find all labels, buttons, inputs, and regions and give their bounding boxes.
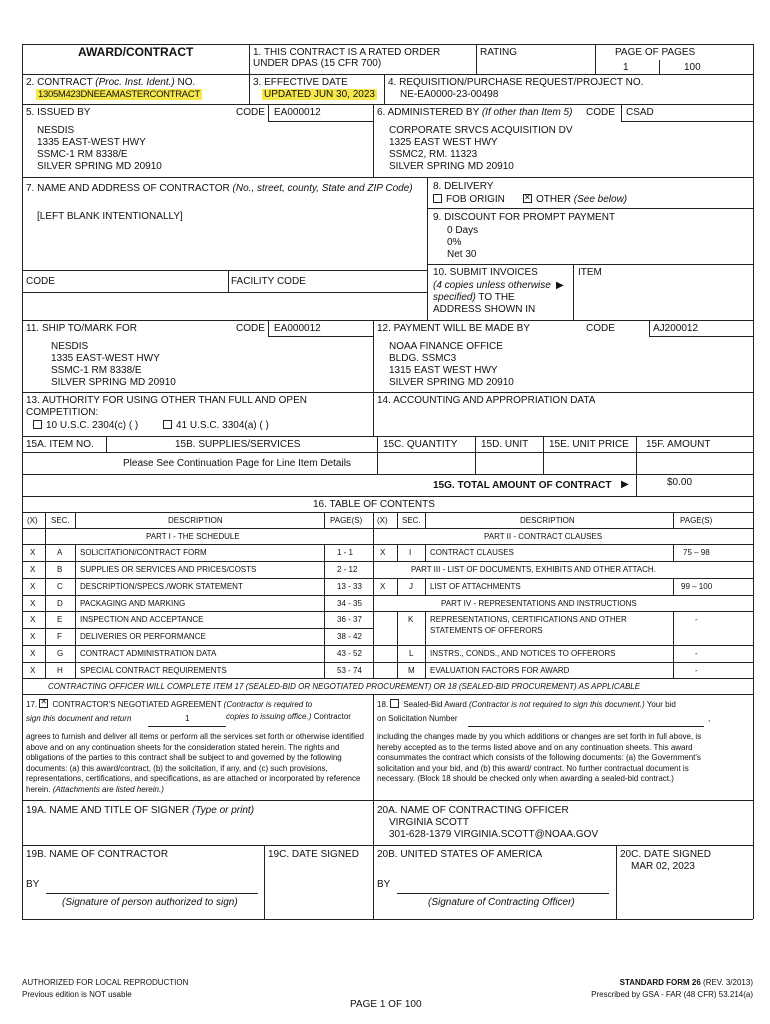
ship-to-label: 11. SHIP TO/MARK FOR <box>26 323 137 334</box>
item18-label: 18. Sealed-Bid Award (Contractor is not required to sign this document.) Your bid <box>377 700 676 709</box>
toc-desc: DELIVERIES OR PERFORMANCE <box>80 632 206 641</box>
toc-x: X <box>30 615 36 624</box>
copies-line <box>148 726 226 727</box>
administered-by-line: 1325 EAST WEST HWY <box>389 137 498 148</box>
other-delivery-option[interactable]: ✕ OTHER (See below) <box>523 194 627 205</box>
form-title: AWARD/CONTRACT <box>78 45 194 59</box>
toc-x: X <box>30 666 36 675</box>
toc-desc: LIST OF ATTACHMENTS <box>430 582 521 591</box>
toc-header-desc: DESCRIPTION <box>520 516 575 525</box>
requisition-label: 4. REQUISITION/PURCHASE REQUEST/PROJECT NO. <box>388 77 644 88</box>
item19a-label: 19A. NAME AND TITLE OF SIGNER (Type or print) <box>26 805 255 816</box>
toc-pages: 38 - 42 <box>337 632 362 641</box>
contractor-code-label: CODE <box>26 276 55 287</box>
item20a-label: 20A. NAME OF CONTRACTING OFFICER <box>377 805 569 816</box>
quantity-header: 15C. QUANTITY <box>383 439 458 450</box>
toc-sec: H <box>57 666 63 675</box>
contractor-by-label: BY <box>26 879 40 890</box>
item19b-label: 19B. NAME OF CONTRACTOR <box>26 849 169 860</box>
rated-order-label-2: UNDER DPAS (15 CFR 700) <box>253 58 382 69</box>
toc-pages: - <box>695 615 698 624</box>
authority-checkbox-2[interactable] <box>163 420 172 429</box>
toc-pages: 75 – 98 <box>683 548 710 557</box>
arrow-right-icon: ▶ <box>621 479 629 490</box>
effective-date-label: 3. EFFECTIVE DATE <box>253 77 348 88</box>
ship-to-code-label: CODE <box>236 323 265 334</box>
accounting-label: 14. ACCOUNTING AND APPROPRIATION DATA <box>377 395 596 406</box>
issued-by-line: SSMC-1 RM 8338/E <box>37 149 128 160</box>
fob-origin-checkbox[interactable] <box>433 194 442 203</box>
toc-header-x: (X) <box>377 516 388 525</box>
toc-sec: L <box>409 649 414 658</box>
footer-prescribed: Prescribed by GSA - FAR (48 CFR) 53.214(a) <box>591 990 753 999</box>
toc-x: X <box>380 582 386 591</box>
toc-title: 16. TABLE OF CONTENTS <box>313 499 435 510</box>
total-amount-value: $0.00 <box>667 477 693 488</box>
toc-desc: DESCRIPTION/SPECS./WORK STATEMENT <box>80 582 243 591</box>
page-of-pages-label: PAGE OF PAGES <box>615 47 696 58</box>
issued-by-code: EA000012 <box>274 107 321 118</box>
delivery-label: 8. DELIVERY <box>433 181 494 192</box>
ship-to-line: SILVER SPRING MD 20910 <box>51 377 176 388</box>
item17-copies: 1 <box>185 714 190 723</box>
administered-by-code: CSAD <box>626 107 654 118</box>
issued-by-label: 5. ISSUED BY <box>26 107 91 118</box>
toc-desc: SOLICITATION/CONTRACT FORM <box>80 548 207 557</box>
toc-desc: CONTRACT ADMINISTRATION DATA <box>80 649 217 658</box>
payment-line: NOAA FINANCE OFFICE <box>389 341 503 352</box>
administered-by-code-label: CODE <box>586 107 615 118</box>
item20b-label: 20B. UNITED STATES OF AMERICA <box>377 849 543 860</box>
toc-pages: 36 - 37 <box>337 615 362 624</box>
toc-part-4: PART IV - REPRESENTATIONS AND INSTRUCTIONS <box>441 599 637 608</box>
toc-header-x: (X) <box>27 516 38 525</box>
submit-invoices-line: specified) TO THE <box>433 292 515 303</box>
toc-x: X <box>30 565 36 574</box>
authority-label-2: COMPETITION: <box>26 407 99 418</box>
toc-desc: SUPPLIES OR SERVICES AND PRICES/COSTS <box>80 565 257 574</box>
rating-label: RATING <box>480 47 518 58</box>
payment-by-label: 12. PAYMENT WILL BE MADE BY <box>377 323 531 334</box>
footer-page-number: PAGE 1 OF 100 <box>350 999 422 1010</box>
toc-desc: REPRESENTATIONS, CERTIFICATIONS AND OTHER <box>430 615 627 624</box>
contractor-address: [LEFT BLANK INTENTIONALLY] <box>37 211 183 222</box>
toc-desc-2: STATEMENTS OF OFFERORS <box>430 626 543 635</box>
toc-part-3: PART III - LIST OF DOCUMENTS, EXHIBITS AND OTHER ATTACH. <box>411 565 656 574</box>
item18-checkbox[interactable] <box>390 699 399 708</box>
toc-sec: I <box>409 548 412 557</box>
discount-line: 0% <box>447 237 462 248</box>
contracting-officer-name: VIRGINIA SCOTT <box>389 817 470 828</box>
discount-label: 9. DISCOUNT FOR PROMPT PAYMENT <box>433 212 616 223</box>
toc-pages: 43 - 52 <box>337 649 362 658</box>
issued-by-line: SILVER SPRING MD 20910 <box>37 161 162 172</box>
payment-line: BLDG. SSMC3 <box>389 353 457 364</box>
administered-by-line: CORPORATE SRVCS ACQUISITION DV <box>389 125 573 136</box>
item17-line2b: copies to issuing office.) Contractor <box>226 712 351 721</box>
line-items-note: Please See Continuation Page for Line Item Details <box>123 458 351 469</box>
toc-desc: CONTRACT CLAUSES <box>430 548 514 557</box>
item17-label: 17. ✕CONTRACTOR'S NEGOTIATED AGREEMENT (Contractor is required to <box>26 699 312 710</box>
toc-sec: M <box>408 666 415 675</box>
administered-by-line: SILVER SPRING MD 20910 <box>389 161 514 172</box>
authority-label: 13. AUTHORITY FOR USING OTHER THAN FULL AND OPEN <box>26 395 307 406</box>
supplies-header: 15B. SUPPLIES/SERVICES <box>175 439 301 450</box>
toc-pages: - <box>695 666 698 675</box>
toc-pages: 13 - 33 <box>337 582 362 591</box>
footer-form-name: STANDARD FORM 26 (REV. 3/2013) <box>619 978 753 987</box>
officer-by-label: BY <box>377 879 391 890</box>
submit-invoices-line: (4 copies unless otherwise <box>433 280 551 291</box>
toc-pages: - <box>695 649 698 658</box>
toc-part-2: PART II - CONTRACT CLAUSES <box>484 532 603 541</box>
contracting-officer-contact: 301-628-1379 VIRGINIA.SCOTT@NOAA.GOV <box>389 829 599 840</box>
item-label: ITEM <box>578 267 602 278</box>
authority-checkbox-1[interactable] <box>33 420 42 429</box>
toc-header-sec: SEC. <box>51 516 70 525</box>
toc-desc: INSTRS., CONDS., AND NOTICES TO OFFERORS <box>430 649 616 658</box>
toc-sec: D <box>57 599 63 608</box>
officer-signature-caption: (Signature of Contracting Officer) <box>428 897 575 908</box>
requisition-number: NE-EA0000-23-00498 <box>400 89 499 100</box>
toc-header-pages: PAGE(S) <box>680 516 713 525</box>
toc-header-sec: SEC. <box>402 516 421 525</box>
item18-body: including the changes made by you which additions or changes are set forth in full above, is hereby accepted as to the terms listed above and on any continuation sheets. This award consummates the contract which consists of the following documents: (a) the Government's solicitation and your bid, and (b) this award/ contract. No further contractual document is necessary. (Block 18 should be checked only when awarding a sealed-bid contract.) <box>377 732 702 783</box>
item17-body: agrees to furnish and deliver all items or perform all the services set forth or otherwise identified above and on any continuation sheets for the consideration stated herein. The rights and obligations of the parties to this contract shall be subject to and governed by the following documents: (a) this award/contract, (b) the solicitation, if any, and (c) such provisions, representations, certifications, and specifications, as are attached or incorporated by reference herein. (Attachments are listed herein.) <box>26 732 364 794</box>
issued-by-code-label: CODE <box>236 107 265 118</box>
toc-header-desc: DESCRIPTION <box>168 516 223 525</box>
payment-line: 1315 EAST WEST HWY <box>389 365 498 376</box>
item17-line2: sign this document and return <box>26 714 132 723</box>
contractor-signature-caption: (Signature of person authorized to sign) <box>62 897 238 908</box>
other-checkbox[interactable] <box>523 194 532 203</box>
toc-sec: A <box>57 548 63 557</box>
item18-comma: , <box>708 714 711 723</box>
amount-header: 15F. AMOUNT <box>646 439 711 450</box>
submit-invoices-line: ADDRESS SHOWN IN <box>433 304 536 315</box>
toc-sec: E <box>57 615 63 624</box>
toc-pages: 53 - 74 <box>337 666 362 675</box>
toc-part-1: PART I - THE SCHEDULE <box>146 532 240 541</box>
total-pages: 100 <box>684 62 701 73</box>
discount-line: 0 Days <box>447 225 479 236</box>
item19c-label: 19C. DATE SIGNED <box>268 849 359 860</box>
toc-sec: C <box>57 582 63 591</box>
discount-line: Net 30 <box>447 249 477 260</box>
ship-to-line: SSMC-1 RM 8338/E <box>51 365 142 376</box>
item17-checkbox[interactable] <box>39 699 48 708</box>
authority-option-1[interactable]: 10 U.S.C. 2304(c) ( ) <box>33 420 138 431</box>
contract-number: 1305M423DNEEAMASTERCONTRACT <box>38 89 200 100</box>
ship-to-line: NESDIS <box>51 341 89 352</box>
toc-pages: 34 - 35 <box>337 599 362 608</box>
toc-sec: B <box>57 565 63 574</box>
toc-sec: F <box>57 632 62 641</box>
toc-desc: SPECIAL CONTRACT REQUIREMENTS <box>80 666 227 675</box>
issued-by-line: NESDIS <box>37 125 75 136</box>
toc-x: X <box>30 548 36 557</box>
item2-label: 2. CONTRACT (Proc. Inst. Ident.) NO. <box>26 77 196 88</box>
toc-x: X <box>30 582 36 591</box>
ship-to-line: 1335 EAST-WEST HWY <box>51 353 160 364</box>
toc-pages: 2 - 12 <box>337 565 358 574</box>
item20c-label: 20C. DATE SIGNED <box>620 849 711 860</box>
item-no-header: 15A. ITEM NO. <box>26 439 94 450</box>
contractor-label: 7. NAME AND ADDRESS OF CONTRACTOR (No., street, county, State and ZIP Code) <box>26 183 413 194</box>
toc-x: X <box>380 548 386 557</box>
facility-code-label: FACILITY CODE <box>231 276 306 287</box>
page-number: 1 <box>623 62 629 73</box>
issued-by-line: 1335 EAST-WEST HWY <box>37 137 146 148</box>
administered-by-label: 6. ADMINISTERED BY (If other than Item 5) <box>377 107 573 118</box>
officer-date-signed: MAR 02, 2023 <box>631 861 695 872</box>
toc-pages: 99 – 100 <box>681 582 713 591</box>
toc-pages: 1 - 1 <box>337 548 354 557</box>
toc-sec: K <box>408 615 414 624</box>
administered-by-line: SSMC2, RM. 11323 <box>389 149 478 160</box>
toc-header-pages: PAGE(S) <box>330 516 363 525</box>
officer-signature-line[interactable] <box>397 893 609 894</box>
ship-to-code: EA000012 <box>274 323 321 334</box>
payment-line: SILVER SPRING MD 20910 <box>389 377 514 388</box>
item18-line2: on Solicitation Number <box>377 714 458 723</box>
authority-option-2[interactable]: 41 U.S.C. 3304(a) ( ) <box>163 420 269 431</box>
unit-header: 15D. UNIT <box>481 439 529 450</box>
toc-desc: INSPECTION AND ACCEPTANCE <box>80 615 204 624</box>
effective-date: UPDATED JUN 30, 2023 <box>264 89 375 100</box>
payment-code: AJ200012 <box>653 323 699 334</box>
footer-previous-edition: Previous edition is NOT usable <box>22 990 132 999</box>
unit-price-header: 15E. UNIT PRICE <box>549 439 629 450</box>
toc-desc: EVALUATION FACTORS FOR AWARD <box>430 666 570 675</box>
total-amount-label: 15G. TOTAL AMOUNT OF CONTRACT <box>433 480 612 491</box>
contractor-signature-line[interactable] <box>46 893 258 894</box>
submit-invoices-label: 10. SUBMIT INVOICES <box>433 267 538 278</box>
toc-sec: J <box>409 582 413 591</box>
fob-origin-option[interactable]: FOB ORIGIN <box>433 194 505 205</box>
payment-code-label: CODE <box>586 323 615 334</box>
arrow-right-icon: ▶ <box>556 280 564 291</box>
toc-sec: G <box>57 649 64 658</box>
footer-reproduction: AUTHORIZED FOR LOCAL REPRODUCTION <box>22 978 189 987</box>
toc-x: X <box>30 649 36 658</box>
solicitation-number-line[interactable] <box>468 726 704 727</box>
toc-x: X <box>30 632 36 641</box>
toc-desc: PACKAGING AND MARKING <box>80 599 186 608</box>
contracting-officer-note: CONTRACTING OFFICER WILL COMPLETE ITEM 17 (SEALED-BID OR NEGOTIATED PROCUREMENT) OR 18 (SEALED-BID PROCUREMENT) AS APPLICABLE <box>48 682 641 691</box>
rated-order-label: 1. THIS CONTRACT IS A RATED ORDER <box>253 47 441 58</box>
toc-x: X <box>30 599 36 608</box>
